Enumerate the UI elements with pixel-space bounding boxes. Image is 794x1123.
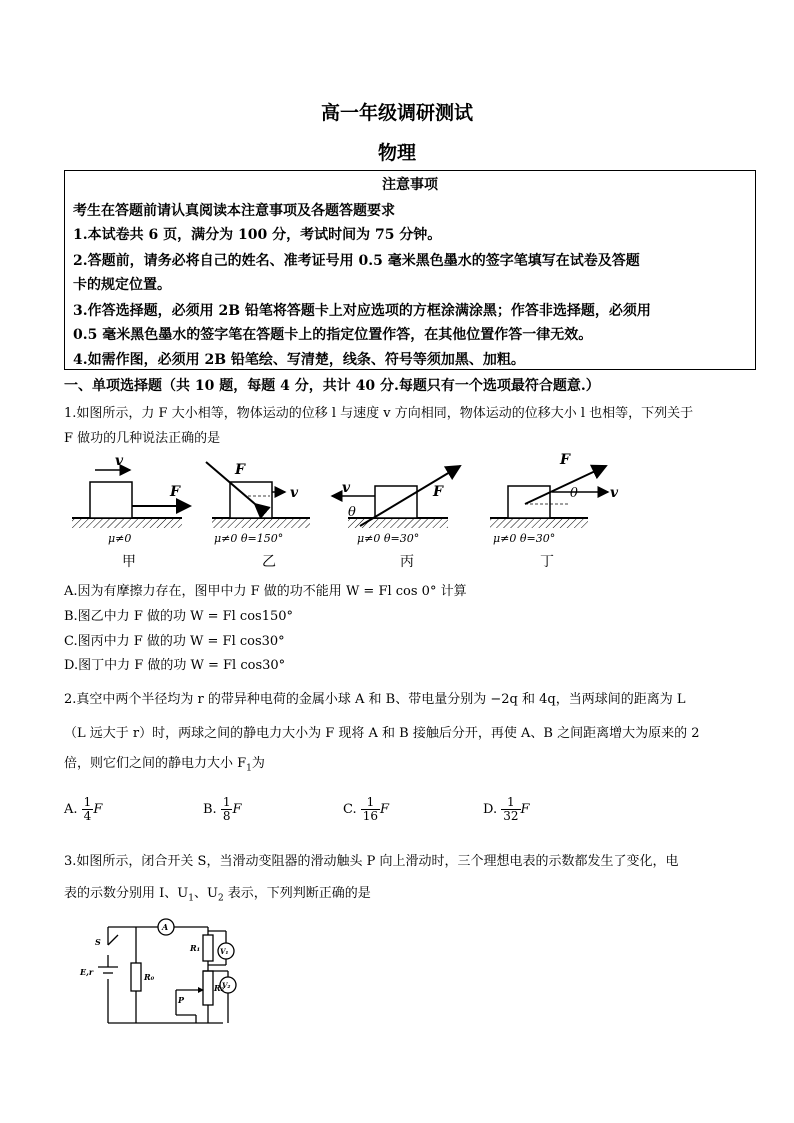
q1-stem-line1: 1.如图所示，力 F 大小相等，物体运动的位移 l 与速度 v 方向相同，物体运动的位移大小 l 也相等，下列关于 <box>64 406 694 421</box>
q3-stem-line2: 表的示数分别用 I、$U_1$、$U_2$ 表示，下列判断正确的是 <box>64 886 371 904</box>
svg-text:θ: θ <box>570 486 578 501</box>
notice-line: 4.如需作图，必须用 2B 铅笔绘、写清楚，线条、符号等须加黑、加粗。 <box>73 352 525 368</box>
q1-stem-line2: F 做功的几种说法正确的是 <box>64 431 221 446</box>
svg-text:S: S <box>95 937 101 947</box>
svg-text:v: v <box>290 485 299 501</box>
caption-yi: μ≠0 θ=150° <box>214 532 284 545</box>
notice-line: 考生在答题前请认真阅读本注意事项及各题答题要求 <box>73 203 395 219</box>
figure-yi <box>206 462 310 545</box>
q1-option-b[interactable]: B.图乙中力 F 做的功 W = Fl cos150° <box>64 609 294 624</box>
notice-box <box>64 170 756 370</box>
svg-text:v: v <box>610 485 619 501</box>
caption-ding: μ≠0 θ=30° <box>493 532 556 545</box>
exam-title: 高一年级调研测试 <box>320 102 473 124</box>
figure-jia <box>72 453 190 545</box>
q2-option-a[interactable]: A. $\frac{1}{4}$ F <box>64 795 103 823</box>
svg-text:R₂: R₂ <box>214 983 225 993</box>
figure-bing <box>332 466 460 545</box>
svg-text:v: v <box>115 453 124 469</box>
notice-line: 3.作答选择题，必须用 2B 铅笔将答题卡上对应选项的方框涂满涂黑；作答非选择题，必须用 <box>73 303 651 319</box>
notice-heading: 注意事项 <box>382 177 438 193</box>
svg-text:θ: θ <box>348 505 356 520</box>
q3-stem-line1: 3.如图所示，闭合开关 S，当滑动变阻器的滑动触头 P 向上滑动时，三个理想电表的示数都发生了变化，电 <box>64 854 679 869</box>
q2-stem-line2: （L 远大于 r）时，两球之间的静电力大小为 F 现将 A 和 B 接触后分开，再使 A、B 之间距离增大为原来的 2 <box>64 726 700 741</box>
label-jia: 甲 <box>122 554 136 570</box>
q2-option-b[interactable]: B. $\frac{1}{8}$ F <box>203 795 242 823</box>
svg-text:P: P <box>178 995 185 1005</box>
caption-jia: μ≠0 <box>108 532 132 545</box>
svg-text:E,r: E,r <box>80 967 94 977</box>
q2-stem-line1: 2.真空中两个半径均为 r 的带异种电荷的金属小球 A 和 B、带电量分别为 −2q 和 4q，当两球间的距离为 L <box>64 692 686 707</box>
svg-text:A: A <box>162 922 169 932</box>
svg-text:v: v <box>342 480 351 496</box>
q2-option-c[interactable]: C. $\frac{1}{16}$ F <box>343 795 390 823</box>
q1-option-d[interactable]: D.图丁中力 F 做的功 W = Fl cos30° <box>64 658 286 673</box>
subject-title: 物理 <box>377 142 416 164</box>
svg-text:R₁: R₁ <box>190 943 201 953</box>
notice-line: 2.答题前，请务必将自己的姓名、准考证号用 0.5 毫米黑色墨水的签字笔填写在试卷及答题 <box>73 253 640 269</box>
svg-text:F: F <box>433 484 443 500</box>
q2-stem-line3: 倍，则它们之间的静电力大小 $F_1$为 <box>64 756 265 774</box>
label-bing: 丙 <box>400 554 414 570</box>
svg-text:R₀: R₀ <box>144 972 155 982</box>
q1-figures <box>70 452 630 572</box>
force-arrow <box>525 466 606 504</box>
svg-text:V₁: V₁ <box>220 947 229 956</box>
notice-line: 0.5 毫米黑色墨水的签字笔在答题卡上的指定位置作答，在其他位置作答一律无效。 <box>73 327 593 343</box>
label-ding: 丁 <box>540 554 554 570</box>
notice-line: 卡的规定位置。 <box>73 277 171 293</box>
q1-option-c[interactable]: C.图丙中力 F 做的功 W = Fl cos30° <box>64 634 285 649</box>
svg-text:F: F <box>560 452 570 468</box>
q3-circuit-diagram <box>78 915 248 1030</box>
svg-text:F: F <box>235 462 245 478</box>
q2-option-d[interactable]: D. $\frac{1}{32}$ F <box>483 795 530 823</box>
section-title: 一、单项选择题（共 10 题，每题 4 分，共计 40 分.每题只有一个选项最符合题意.） <box>64 378 600 394</box>
svg-text:F: F <box>170 484 180 500</box>
label-yi: 乙 <box>262 554 276 570</box>
q1-option-a[interactable]: A.因为有摩擦力存在，图甲中力 F 做的功不能用 W = Fl cos 0° 计算 <box>64 584 467 599</box>
svg-text:V₂: V₂ <box>222 981 231 990</box>
figure-ding <box>490 452 619 545</box>
caption-bing: μ≠0 θ=30° <box>357 532 420 545</box>
notice-line: 1.本试卷共 6 页，满分为 100 分，考试时间为 75 分钟。 <box>73 227 442 243</box>
